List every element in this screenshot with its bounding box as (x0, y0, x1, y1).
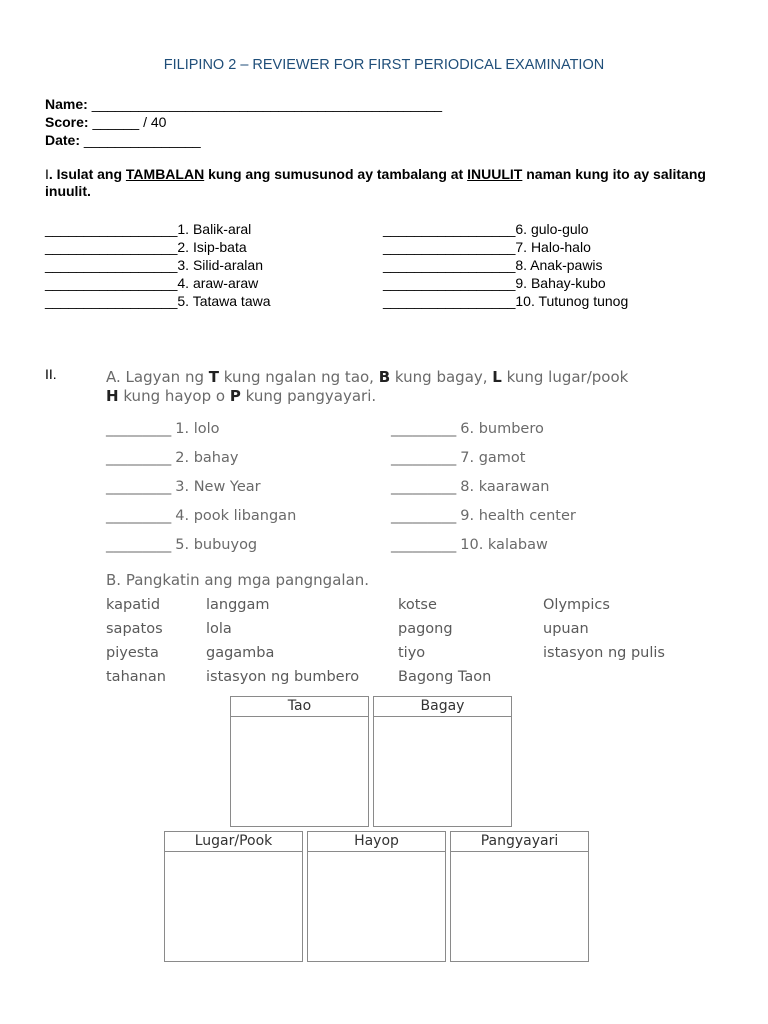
answer-blank[interactable]: _________________ (383, 239, 516, 255)
answer-blank[interactable]: _________________ (45, 239, 178, 255)
list-item (383, 221, 589, 237)
list-item (391, 508, 576, 524)
box-lugar-header: Lugar/Pook (165, 832, 302, 852)
list-item (106, 537, 257, 553)
name-field[interactable]: _____________________________________________ (91, 96, 443, 112)
noun-word: tahanan (106, 669, 166, 685)
list-item (106, 421, 220, 437)
box-pangyayari[interactable] (450, 831, 589, 962)
score-field[interactable]: ______ (92, 114, 140, 130)
item-text: 8. Anak-pawis (515, 257, 603, 273)
noun-word: istasyon ng bumbero (206, 669, 360, 685)
item-text: 5. bubuyog (175, 537, 258, 553)
item-text: 7. Halo-halo (515, 239, 591, 255)
answer-blank[interactable]: _________ (106, 450, 172, 466)
noun-word: pagong (398, 621, 453, 637)
list-item (45, 221, 251, 237)
item-text: 8. kaarawan (460, 479, 550, 495)
score-row (45, 114, 166, 130)
noun-word: upuan (543, 621, 589, 637)
answer-blank[interactable]: _________________ (383, 221, 516, 237)
answer-blank[interactable]: _________ (391, 421, 457, 437)
part1-roman: I (45, 166, 49, 182)
key-t: T (208, 368, 219, 386)
answer-blank[interactable]: _________ (106, 508, 172, 524)
name-label: Name: (45, 96, 88, 112)
instr-text: kung ang sumusunod ay tambalang at (204, 166, 468, 182)
answer-blank[interactable]: _________________ (45, 275, 178, 291)
list-item (391, 450, 525, 466)
box-lugar-pook[interactable] (164, 831, 303, 962)
answer-blank[interactable]: _________________ (45, 221, 178, 237)
answer-blank[interactable]: _________ (106, 421, 172, 437)
part2-roman: II. (45, 366, 57, 382)
box-hayop[interactable] (307, 831, 446, 962)
list-item (45, 239, 247, 255)
list-item (45, 275, 258, 291)
instr-text: . Isulat ang (48, 166, 126, 182)
answer-blank[interactable]: _________ (391, 450, 457, 466)
item-text: 6. gulo-gulo (515, 221, 589, 237)
item-text: 2. bahay (175, 450, 239, 466)
list-item (391, 537, 548, 553)
noun-word: gagamba (206, 645, 275, 661)
item-text: 6. bumbero (460, 421, 544, 437)
answer-blank[interactable]: _________________ (383, 293, 516, 309)
noun-word: istasyon ng pulis (543, 645, 665, 661)
instr-text: kung lugar/pook (501, 368, 629, 386)
keyword-inuulit: INUULIT (467, 166, 523, 182)
item-text: 9. Bahay-kubo (515, 275, 606, 291)
item-text: 2. Isip-bata (177, 239, 247, 255)
list-item (106, 450, 238, 466)
date-row (45, 132, 201, 148)
answer-blank[interactable]: _________ (106, 537, 172, 553)
box-tao-header: Tao (231, 697, 368, 717)
score-total: / 40 (139, 114, 167, 130)
item-text: 1. lolo (175, 421, 220, 437)
box-tao[interactable] (230, 696, 369, 827)
box-bagay[interactable] (373, 696, 512, 827)
date-field[interactable]: _______________ (83, 132, 201, 148)
noun-word: piyesta (106, 645, 159, 661)
answer-blank[interactable]: _________________ (45, 257, 178, 273)
part2b-title: B. Pangkatin ang mga pangngalan. (106, 571, 370, 589)
item-text: 10. Tutunog tunog (515, 293, 629, 309)
list-item (383, 257, 603, 273)
key-l: L (492, 368, 502, 386)
instr-text: kung ngalan ng tao, (218, 368, 379, 386)
score-label: Score: (45, 114, 89, 130)
item-text: 4. pook libangan (175, 508, 297, 524)
item-text: 3. Silid-aralan (177, 257, 263, 273)
instr-text: naman kung ito ay salitang inuulit. (45, 166, 706, 199)
date-label: Date: (45, 132, 81, 148)
noun-word: langgam (206, 597, 270, 613)
list-item (391, 421, 544, 437)
item-text: 3. New Year (175, 479, 261, 495)
answer-blank[interactable]: _________ (391, 479, 457, 495)
key-p: P (229, 387, 241, 405)
instr-text: kung bagay, (390, 368, 493, 386)
answer-blank[interactable]: _________ (106, 479, 172, 495)
keyword-tambalan: TAMBALAN (125, 166, 205, 182)
name-row (45, 96, 442, 112)
list-item (383, 293, 628, 309)
instr-text: kung pangyayari. (240, 387, 377, 405)
part1-instructions (45, 166, 725, 200)
list-item (383, 239, 591, 255)
item-text: 9. health center (460, 508, 576, 524)
instr-text: A. Lagyan ng (106, 368, 209, 386)
answer-blank[interactable]: _________________ (383, 257, 516, 273)
list-item (45, 257, 263, 273)
noun-word: sapatos (106, 621, 163, 637)
item-text: 7. gamot (460, 450, 526, 466)
list-item (45, 293, 271, 309)
item-text: 1. Balik-aral (177, 221, 252, 237)
noun-word: Olympics (543, 597, 610, 613)
list-item (106, 479, 261, 495)
box-bagay-header: Bagay (374, 697, 511, 717)
box-pangyayari-header: Pangyayari (451, 832, 588, 852)
item-text: 4. araw-araw (177, 275, 259, 291)
list-item (106, 508, 296, 524)
key-b: B (378, 368, 391, 386)
key-h: H (106, 387, 119, 405)
noun-word: lola (206, 621, 232, 637)
answer-blank[interactable]: _________ (391, 537, 457, 553)
answer-blank[interactable]: _________ (391, 508, 457, 524)
item-text: 5. Tatawa tawa (177, 293, 271, 309)
noun-word: tiyo (398, 645, 426, 661)
noun-word: kapatid (106, 597, 161, 613)
answer-blank[interactable]: _________________ (45, 293, 178, 309)
page-title: FILIPINO 2 – REVIEWER FOR FIRST PERIODICAL EXAMINATION (163, 57, 605, 73)
part2a-instructions (106, 368, 628, 406)
box-hayop-header: Hayop (308, 832, 445, 852)
noun-word: kotse (398, 597, 437, 613)
item-text: 10. kalabaw (460, 537, 548, 553)
list-item (383, 275, 606, 291)
list-item (391, 479, 549, 495)
instr-text: kung hayop o (118, 387, 230, 405)
answer-blank[interactable]: _________________ (383, 275, 516, 291)
noun-word: Bagong Taon (398, 669, 492, 685)
